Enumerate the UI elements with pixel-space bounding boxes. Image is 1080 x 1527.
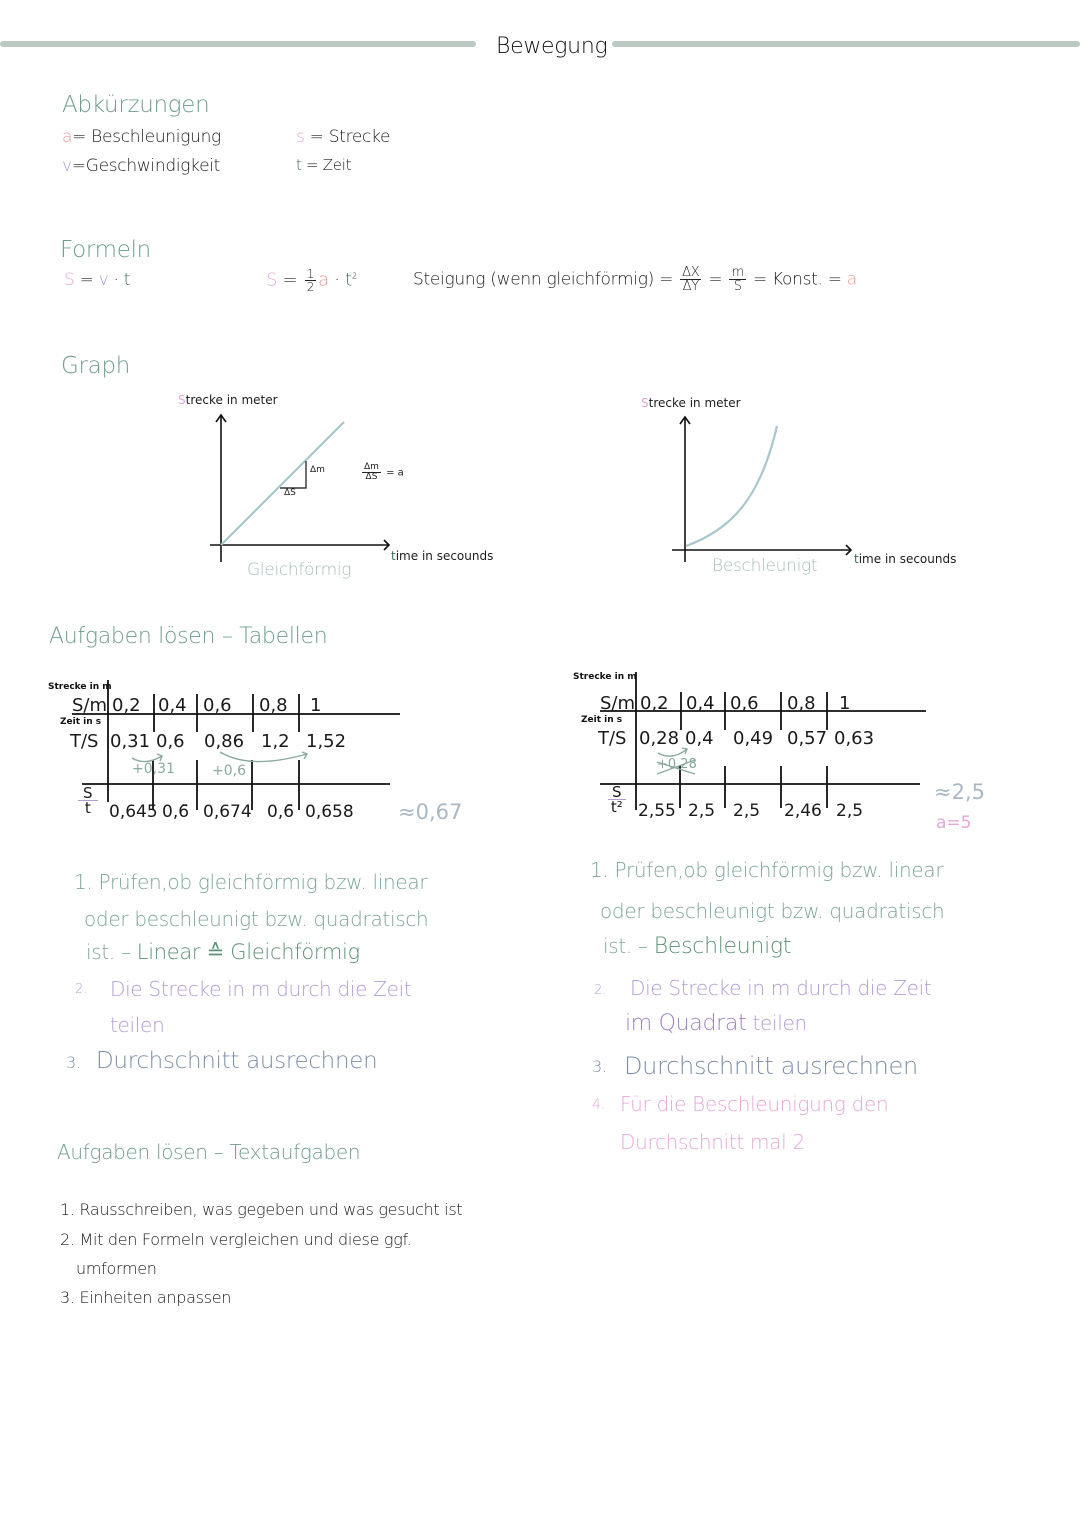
text-task-2-cont: umformen	[76, 1259, 157, 1278]
frac-num: Δm	[364, 462, 379, 472]
arrow-label: +0,6	[212, 763, 246, 779]
cell: 0,63	[834, 728, 875, 749]
abbr-s	[296, 127, 390, 147]
formula-symbol-v: v	[98, 270, 109, 290]
x-axis-label	[854, 552, 956, 566]
formula-symbol-s: S	[266, 269, 278, 291]
table-quadratic-lines	[560, 660, 1000, 840]
formula-tail: = Konst. =	[747, 269, 847, 290]
abbr-symbol: a	[62, 127, 73, 147]
strecke-label: Strecke in m	[573, 672, 637, 682]
step4-line1: Für die Beschleunigung den	[620, 1092, 889, 1116]
row-head-s-over-t2	[608, 785, 626, 814]
cell: 0,6	[203, 695, 232, 716]
cell: 0,6	[730, 693, 759, 714]
graph-linear	[160, 380, 520, 590]
formulas-heading: Formeln	[60, 237, 151, 263]
cell: 2,5	[688, 801, 716, 821]
step2-number: 2.	[594, 983, 606, 998]
x-axis-label	[391, 549, 493, 563]
step4-line2: Durchschnitt mal 2	[620, 1130, 805, 1154]
y-axis-label	[641, 396, 741, 410]
y-axis-label	[178, 393, 278, 407]
abbr-t	[296, 156, 351, 174]
step3-number: 3.	[66, 1053, 81, 1072]
cell: 0,645	[109, 802, 158, 822]
cell: 0,57	[787, 728, 828, 749]
abbr-text: = Strecke	[304, 127, 391, 147]
y-label-s: S	[178, 393, 186, 407]
frac-den: ΔS	[365, 472, 378, 482]
cell: 1	[839, 693, 851, 714]
cell: 0,6	[156, 731, 185, 752]
slope-label: Steigung (wenn gleichförmig) =	[413, 269, 679, 290]
formula-symbol-t: t	[123, 270, 131, 290]
cell: 0,2	[112, 695, 141, 716]
formula-s-vt	[64, 270, 130, 290]
formula-eq: =	[703, 269, 728, 290]
step2-emphasis: im Quadrat	[625, 1011, 747, 1036]
cell: 0,674	[203, 802, 252, 822]
step1-line3	[86, 940, 360, 964]
formula-exponent: 2	[351, 271, 357, 281]
table-quadratic	[560, 660, 1000, 840]
step4-number: 4.	[592, 1097, 605, 1113]
arrow-label-crossed: +0,28	[657, 757, 697, 772]
y-label-rest: trecke in meter	[185, 393, 278, 407]
formula-symbol-a: a	[318, 269, 329, 291]
acceleration-result: a=5	[936, 813, 972, 833]
header-rule-right	[612, 41, 1080, 47]
frac-den: t	[84, 799, 91, 817]
x-label-t: t	[391, 549, 396, 563]
text-tasks-heading: Aufgaben lösen – Textaufgaben	[57, 1140, 361, 1164]
abbr-text: = Zeit	[301, 156, 352, 174]
frac-den: S	[733, 279, 742, 294]
table-linear	[40, 670, 480, 840]
formula-dot: ·	[328, 269, 346, 291]
cell: 2,5	[733, 801, 761, 821]
cell: 0,49	[733, 728, 774, 749]
step1-answer: Beschleunigt	[653, 934, 792, 959]
slope-eq: = a	[386, 467, 404, 479]
delta-s-label: ΔS	[284, 488, 296, 498]
step1-line1: 1. Prüfen,ob gleichförmig bzw. linear	[74, 870, 428, 894]
graph-caption: Gleichförmig	[247, 560, 352, 580]
frac-num: ΔX	[682, 265, 700, 280]
fraction-dx-dy	[680, 266, 701, 293]
frac-den: 2	[306, 280, 315, 294]
abbr-text: = Beschleunigung	[72, 127, 221, 147]
abbr-symbol: t	[296, 156, 302, 174]
step2-line1: Die Strecke in m durch die Zeit	[630, 976, 932, 1000]
zeit-label: Zeit in s	[60, 717, 102, 727]
abbr-symbol: v	[62, 156, 72, 176]
formula-dot: ·	[108, 270, 124, 290]
frac-num: 1	[306, 267, 315, 281]
fraction-half	[305, 268, 316, 293]
step1-line3	[603, 934, 791, 959]
cell: 0,658	[305, 802, 354, 822]
abbr-a	[62, 127, 221, 147]
text-task-3: 3. Einheiten anpassen	[60, 1288, 232, 1307]
formula-s-half-at2	[266, 268, 357, 293]
graph-heading: Graph	[61, 353, 131, 379]
step3-line1: Durchschnitt ausrechnen	[96, 1048, 378, 1074]
text-task-2: 2. Mit den Formeln vergleichen und diese ggf.	[60, 1230, 412, 1249]
row-head-ts: T/S	[598, 728, 627, 749]
x-label-t: t	[854, 552, 859, 566]
graph-caption: Beschleunigt	[712, 556, 818, 576]
x-label-rest: ime in secounds	[858, 552, 957, 566]
abbreviations-heading: Abkürzungen	[62, 92, 210, 118]
step2-line2	[625, 1011, 807, 1036]
cell: 0,2	[640, 693, 669, 714]
formula-symbol-t: t	[345, 269, 352, 291]
frac-den: ΔY	[682, 279, 699, 294]
cell: 0,4	[685, 728, 714, 749]
text-task-1: 1. Rausschreiben, was gegeben und was gesucht ist	[60, 1200, 463, 1219]
header-rule-left	[0, 41, 476, 47]
zeit-label: Zeit in s	[581, 715, 623, 725]
formula-eq: =	[277, 269, 303, 291]
frac-num: S	[608, 785, 626, 800]
slope-annotation	[360, 463, 404, 482]
delta-m-label: Δm	[310, 465, 325, 475]
step1-prefix: ist. –	[86, 940, 137, 964]
formula-symbol-s: S	[64, 270, 75, 290]
page-title: Bewegung	[496, 34, 608, 59]
step1-prefix: ist. –	[603, 934, 654, 958]
cell: 1,2	[261, 731, 290, 752]
frac-den: t²	[610, 798, 623, 816]
cell: 2,55	[638, 801, 676, 821]
cell: 2,5	[836, 801, 864, 821]
average-result: ≈2,5	[934, 780, 985, 804]
step1-line2: oder beschleunigt bzw. quadratisch	[84, 907, 429, 931]
cell: 1	[310, 695, 322, 716]
step3-number: 3.	[592, 1057, 607, 1076]
cell: 0,4	[158, 695, 187, 716]
cell: 0,8	[259, 695, 288, 716]
step3-line1: Durchschnitt ausrechnen	[624, 1052, 918, 1080]
step2-line1: Die Strecke in m durch die Zeit	[110, 977, 412, 1001]
fraction-m-s	[729, 266, 745, 293]
frac-num: S	[78, 786, 98, 801]
cell: 1,52	[306, 731, 347, 752]
step1-line2: oder beschleunigt bzw. quadratisch	[600, 899, 945, 923]
x-label-rest: ime in secounds	[395, 549, 494, 563]
cell: 0,4	[686, 693, 715, 714]
cell: 0,6̄	[162, 802, 190, 822]
abbr-text: =Geschwindigkeit	[71, 156, 221, 176]
strecke-label: Strecke in m	[48, 682, 112, 692]
cell: 0,28	[639, 728, 680, 749]
step1-answer: Linear ≙ Gleichförmig	[136, 940, 360, 964]
formula-symbol-a: a	[846, 269, 857, 290]
row-head-s-over-t	[78, 786, 98, 815]
y-label-s: S	[641, 396, 649, 410]
formula-slope	[413, 266, 857, 293]
step2-number: 2.	[75, 982, 87, 997]
step2-rest: teilen	[746, 1011, 807, 1035]
formula-eq: =	[74, 270, 99, 290]
row-head-sm: S/m	[600, 693, 636, 714]
average-result: ≈0,67	[398, 800, 463, 824]
arrow-label: +0,31	[132, 761, 175, 777]
row-head-ts: T/S	[70, 731, 99, 752]
abbr-symbol: s	[296, 127, 305, 147]
cell: 0,8	[787, 693, 816, 714]
cell: 0,86	[204, 731, 245, 752]
y-label-rest: trecke in meter	[648, 396, 741, 410]
cell: 0,6̄	[267, 802, 295, 822]
step2-line2: teilen	[110, 1013, 165, 1037]
cell: 0,31	[110, 731, 151, 752]
graph-quadratic	[620, 380, 980, 590]
abbr-v	[62, 156, 220, 176]
row-head-sm: S/m	[72, 695, 108, 716]
step1-line1: 1. Prüfen,ob gleichförmig bzw. linear	[590, 858, 944, 882]
cell: 2,46	[784, 801, 822, 821]
frac-num: m	[731, 265, 744, 280]
tables-heading: Aufgaben lösen – Tabellen	[49, 624, 328, 649]
